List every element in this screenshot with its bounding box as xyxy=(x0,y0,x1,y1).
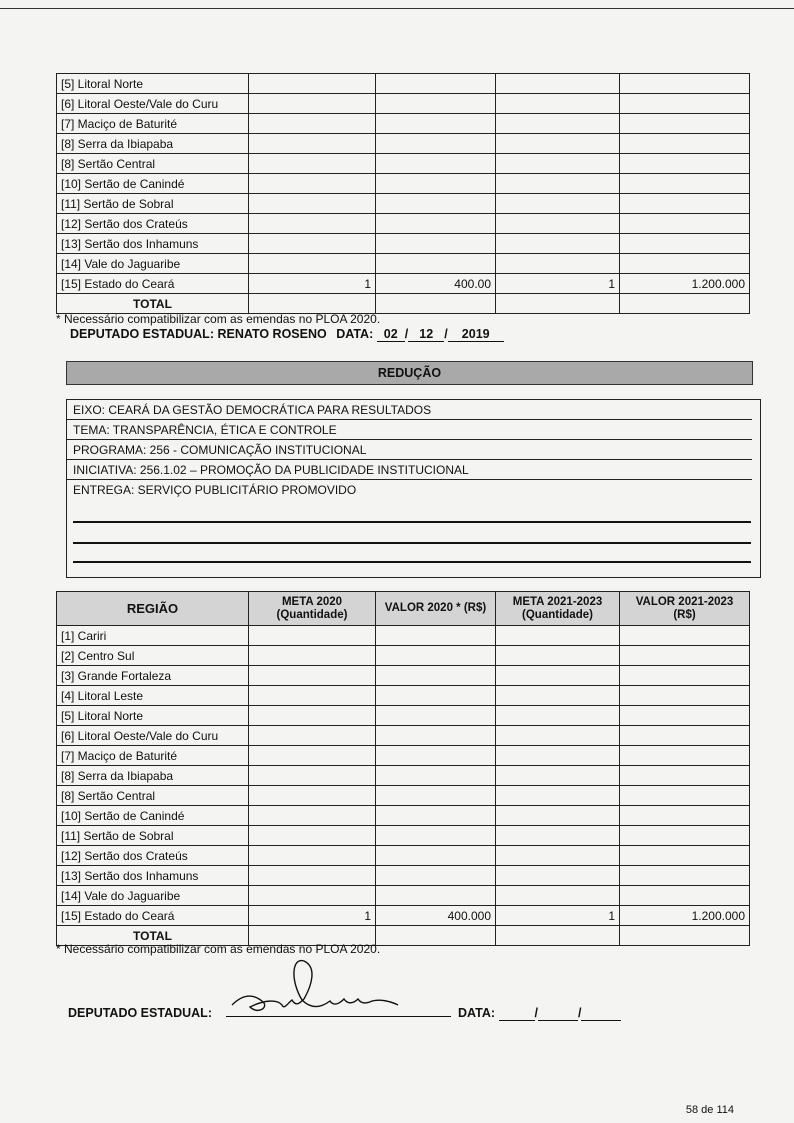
valor-2020-cell xyxy=(376,646,496,666)
valor-2021-2023-cell xyxy=(620,114,750,134)
region-cell: [6] Litoral Oeste/Vale do Curu xyxy=(57,94,249,114)
meta-2020-cell xyxy=(249,786,376,806)
total-cell xyxy=(249,294,376,314)
valor-2020-cell xyxy=(376,666,496,686)
valor-2020-cell xyxy=(376,786,496,806)
valor-2021-2023-cell xyxy=(620,846,750,866)
date-month-blank xyxy=(538,1006,578,1021)
table-row xyxy=(57,726,750,746)
region-cell: [15] Estado do Ceará xyxy=(57,906,249,926)
page-top-rule xyxy=(0,8,794,9)
meta-2021-2023-cell xyxy=(496,234,620,254)
meta-2021-2023-cell xyxy=(496,666,620,686)
valor-2021-2023-cell xyxy=(620,766,750,786)
tema-row: TEMA: TRANSPARÊNCIA, ÉTICA E CONTROLE xyxy=(67,420,752,440)
handwritten-signature xyxy=(222,955,402,1025)
meta-2021-2023-cell xyxy=(496,686,620,706)
table-row xyxy=(57,906,750,926)
region-cell: [7] Maciço de Baturité xyxy=(57,746,249,766)
table-row xyxy=(57,194,750,214)
signature-label: DEPUTADO ESTADUAL: xyxy=(68,1006,212,1020)
valor-2020-cell xyxy=(376,766,496,786)
valor-2020-cell xyxy=(376,686,496,706)
valor-2021-2023-cell xyxy=(620,154,750,174)
valor-2020-cell xyxy=(376,706,496,726)
valor-2021-2023-cell xyxy=(620,686,750,706)
reducao-header: REDUÇÃO xyxy=(66,361,753,385)
total-label: TOTAL xyxy=(57,926,249,946)
region-cell: [8] Sertão Central xyxy=(57,154,249,174)
valor-2021-2023-cell xyxy=(620,666,750,686)
table-row xyxy=(57,174,750,194)
valor-2020-cell xyxy=(376,214,496,234)
region-cell: [1] Cariri xyxy=(57,626,249,646)
valor-2021-2023-cell xyxy=(620,214,750,234)
valor-2020-cell xyxy=(376,866,496,886)
meta-2020-cell xyxy=(249,866,376,886)
meta-2020-cell xyxy=(249,706,376,726)
valor-2021-2023-cell xyxy=(620,626,750,646)
col-header-regiao: REGIÃO xyxy=(57,592,249,626)
meta-2020-cell xyxy=(249,114,376,134)
valor-2020-cell xyxy=(376,154,496,174)
meta-2021-2023-cell xyxy=(496,706,620,726)
total-cell xyxy=(620,294,750,314)
valor-2020-cell xyxy=(376,746,496,766)
valor-2020-cell xyxy=(376,94,496,114)
region-cell: [11] Sertão de Sobral xyxy=(57,194,249,214)
valor-2020-cell xyxy=(376,134,496,154)
valor-2021-2023-cell xyxy=(620,746,750,766)
meta-2020-cell xyxy=(249,74,376,94)
meta-2020-cell xyxy=(249,846,376,866)
valor-2021-2023-cell: 1.200.000 xyxy=(620,274,750,294)
meta-2020-cell xyxy=(249,826,376,846)
meta-2021-2023-cell xyxy=(496,254,620,274)
valor-2021-2023-cell: 1.200.000 xyxy=(620,906,750,926)
entrega-row: ENTREGA: SERVIÇO PUBLICITÁRIO PROMOVIDO xyxy=(73,483,357,497)
meta-2021-2023-cell xyxy=(496,866,620,886)
meta-2021-2023-cell xyxy=(496,114,620,134)
valor-2020-cell xyxy=(376,254,496,274)
valor-2020-cell xyxy=(376,234,496,254)
table-row xyxy=(57,94,750,114)
date-label: DATA: xyxy=(336,327,374,341)
table-row xyxy=(57,766,750,786)
region-cell: [8] Serra da Ibiapaba xyxy=(57,134,249,154)
meta-2021-2023-cell xyxy=(496,886,620,906)
blank-line xyxy=(73,542,751,544)
meta-2020-cell xyxy=(249,766,376,786)
valor-2021-2023-cell xyxy=(620,94,750,114)
signature-date-label xyxy=(458,1006,621,1021)
date-year-blank xyxy=(581,1006,621,1021)
table-row xyxy=(57,866,750,886)
valor-2021-2023-cell xyxy=(620,646,750,666)
region-cell: [14] Vale do Jaguaribe xyxy=(57,254,249,274)
table-row xyxy=(57,706,750,726)
valor-2021-2023-cell xyxy=(620,706,750,726)
table-row xyxy=(57,234,750,254)
meta-2020-cell xyxy=(249,254,376,274)
date-day: 02 xyxy=(377,327,405,342)
total-cell xyxy=(496,294,620,314)
meta-2020-cell xyxy=(249,174,376,194)
deputado-line xyxy=(70,327,504,342)
meta-2021-2023-cell xyxy=(496,194,620,214)
ploa-note: * Necessário compatibilizar com as emendas no PLOA 2020. xyxy=(56,942,381,956)
deputado-label: DEPUTADO ESTADUAL: RENATO ROSENO xyxy=(70,327,327,341)
table-row xyxy=(57,646,750,666)
meta-2021-2023-cell xyxy=(496,134,620,154)
date-label: DATA: xyxy=(458,1006,496,1020)
region-cell: [15] Estado do Ceará xyxy=(57,274,249,294)
region-cell: [5] Litoral Norte xyxy=(57,706,249,726)
valor-2021-2023-cell xyxy=(620,174,750,194)
date-sep: / xyxy=(404,327,409,341)
valor-2021-2023-cell xyxy=(620,194,750,214)
meta-2020-cell xyxy=(249,806,376,826)
valor-2020-cell: 400.00 xyxy=(376,274,496,294)
table-row xyxy=(57,666,750,686)
col-header-valor-2020: VALOR 2020 * (R$) xyxy=(376,592,496,626)
col-header-meta-2021-2023: META 2021-2023 (Quantidade) xyxy=(496,592,620,626)
meta-2020-cell xyxy=(249,886,376,906)
region-cell: [2] Centro Sul xyxy=(57,646,249,666)
bottom-region-table xyxy=(56,591,750,946)
programa-row: PROGRAMA: 256 - COMUNICAÇÃO INSTITUCIONAL xyxy=(67,440,752,460)
table-row xyxy=(57,214,750,234)
meta-2021-2023-cell xyxy=(496,174,620,194)
region-cell: [11] Sertão de Sobral xyxy=(57,826,249,846)
valor-2020-cell xyxy=(376,846,496,866)
region-cell: [12] Sertão dos Crateús xyxy=(57,214,249,234)
region-cell: [14] Vale do Jaguaribe xyxy=(57,886,249,906)
valor-2020-cell xyxy=(376,826,496,846)
meta-2021-2023-cell xyxy=(496,826,620,846)
meta-2020-cell xyxy=(249,194,376,214)
valor-2020-cell xyxy=(376,74,496,94)
region-cell: [13] Sertão dos Inhamuns xyxy=(57,234,249,254)
meta-2021-2023-cell xyxy=(496,786,620,806)
region-cell: [7] Maciço de Baturité xyxy=(57,114,249,134)
table-row xyxy=(57,886,750,906)
total-cell xyxy=(496,926,620,946)
region-cell: [12] Sertão dos Crateús xyxy=(57,846,249,866)
valor-2021-2023-cell xyxy=(620,866,750,886)
valor-2021-2023-cell xyxy=(620,726,750,746)
table-row xyxy=(57,846,750,866)
valor-2021-2023-cell xyxy=(620,254,750,274)
meta-2021-2023-cell xyxy=(496,746,620,766)
date-sep: / xyxy=(578,1006,582,1020)
meta-2020-cell xyxy=(249,134,376,154)
table-row xyxy=(57,626,750,646)
region-cell: [8] Sertão Central xyxy=(57,786,249,806)
top-region-table xyxy=(56,73,750,314)
meta-2021-2023-cell xyxy=(496,154,620,174)
table-row xyxy=(57,806,750,826)
table-row xyxy=(57,786,750,806)
meta-2020-cell xyxy=(249,154,376,174)
meta-2021-2023-cell xyxy=(496,94,620,114)
meta-2020-cell xyxy=(249,666,376,686)
date-sep: / xyxy=(444,327,448,341)
valor-2021-2023-cell xyxy=(620,826,750,846)
meta-2021-2023-cell xyxy=(496,646,620,666)
col-header-meta-2020: META 2020 (Quantidade) xyxy=(249,592,376,626)
valor-2021-2023-cell xyxy=(620,786,750,806)
meta-2021-2023-cell xyxy=(496,626,620,646)
meta-2021-2023-cell: 1 xyxy=(496,274,620,294)
table-row xyxy=(57,114,750,134)
blank-line xyxy=(73,521,751,523)
meta-2020-cell xyxy=(249,94,376,114)
region-cell: [6] Litoral Oeste/Vale do Curu xyxy=(57,726,249,746)
date-year: 2019 xyxy=(448,327,504,342)
table-row xyxy=(57,134,750,154)
meta-2020-cell xyxy=(249,626,376,646)
meta-2021-2023-cell: 1 xyxy=(496,906,620,926)
valor-2021-2023-cell xyxy=(620,134,750,154)
valor-2020-cell xyxy=(376,174,496,194)
valor-2020-cell xyxy=(376,114,496,134)
meta-2021-2023-cell xyxy=(496,74,620,94)
valor-2020-cell xyxy=(376,806,496,826)
region-cell: [10] Sertão de Canindé xyxy=(57,174,249,194)
table-row xyxy=(57,826,750,846)
total-cell xyxy=(376,294,496,314)
blank-line xyxy=(73,561,751,563)
meta-2021-2023-cell xyxy=(496,214,620,234)
date-day-blank xyxy=(499,1006,535,1021)
col-header-valor-2021-2023: VALOR 2021-2023 (R$) xyxy=(620,592,750,626)
date-sep: / xyxy=(534,1006,538,1020)
region-cell: [3] Grande Fortaleza xyxy=(57,666,249,686)
valor-2021-2023-cell xyxy=(620,886,750,906)
meta-2020-cell xyxy=(249,746,376,766)
valor-2021-2023-cell xyxy=(620,234,750,254)
page-number: 58 de 114 xyxy=(685,1104,734,1116)
meta-2021-2023-cell xyxy=(496,726,620,746)
valor-2021-2023-cell xyxy=(620,74,750,94)
total-label: TOTAL xyxy=(57,294,249,314)
valor-2020-cell xyxy=(376,194,496,214)
meta-2021-2023-cell xyxy=(496,766,620,786)
meta-2020-cell xyxy=(249,214,376,234)
valor-2020-cell xyxy=(376,886,496,906)
table-row xyxy=(57,274,750,294)
total-cell xyxy=(376,926,496,946)
valor-2020-cell xyxy=(376,626,496,646)
ploa-note: * Necessário compatibilizar com as emendas no PLOA 2020. xyxy=(56,312,381,326)
eixo-row: EIXO: CEARÁ DA GESTÃO DEMOCRÁTICA PARA RESULTADOS xyxy=(67,400,752,420)
table-row xyxy=(57,746,750,766)
valor-2020-cell: 400.000 xyxy=(376,906,496,926)
date-month: 12 xyxy=(408,327,444,342)
program-info-box xyxy=(66,399,761,578)
meta-2020-cell xyxy=(249,646,376,666)
meta-2020-cell xyxy=(249,234,376,254)
region-cell: [5] Litoral Norte xyxy=(57,74,249,94)
region-cell: [8] Serra da Ibiapaba xyxy=(57,766,249,786)
meta-2020-cell xyxy=(249,686,376,706)
table-row xyxy=(57,254,750,274)
meta-2020-cell: 1 xyxy=(249,274,376,294)
valor-2020-cell xyxy=(376,726,496,746)
region-cell: [13] Sertão dos Inhamuns xyxy=(57,866,249,886)
total-cell xyxy=(620,926,750,946)
valor-2021-2023-cell xyxy=(620,806,750,826)
table-row xyxy=(57,686,750,706)
iniciativa-row: INICIATIVA: 256.1.02 – PROMOÇÃO DA PUBLICIDADE INSTITUCIONAL xyxy=(67,460,752,480)
meta-2021-2023-cell xyxy=(496,806,620,826)
region-cell: [4] Litoral Leste xyxy=(57,686,249,706)
total-row xyxy=(57,294,750,314)
table-row xyxy=(57,74,750,94)
meta-2020-cell: 1 xyxy=(249,906,376,926)
region-cell: [10] Sertão de Canindé xyxy=(57,806,249,826)
meta-2021-2023-cell xyxy=(496,846,620,866)
table-row xyxy=(57,154,750,174)
meta-2020-cell xyxy=(249,726,376,746)
